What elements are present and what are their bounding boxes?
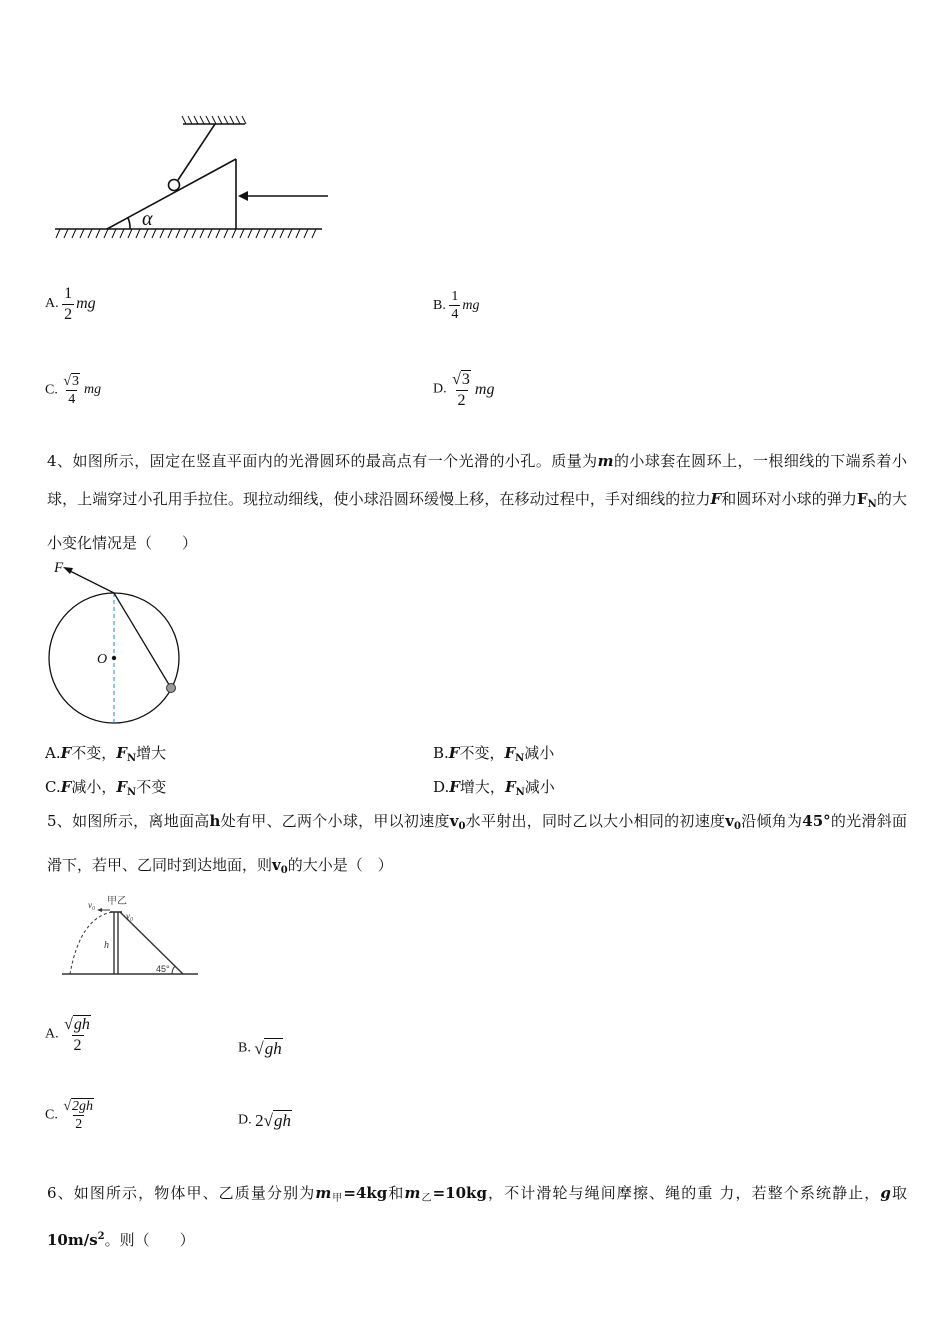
alpha-label: α bbox=[142, 208, 153, 230]
q5-option-b[interactable]: B. √gh bbox=[238, 1039, 282, 1058]
q4-option-c[interactable]: C.F减小，$F_N$不变 bbox=[45, 778, 167, 798]
q3-option-b[interactable]: B. $\frac{1}{4}$ mg bbox=[433, 289, 480, 323]
f-label: F bbox=[54, 560, 64, 576]
angle-label: 45° bbox=[156, 964, 170, 974]
q4-question: 4、如图所示，固定在竖直平面内的光滑圆环的最高点有一个光滑的小孔。质量为m的小球套在圆环上，一根细线的下端系着小球，上端穿过小孔用手拉住。现拉动细线，使小球沿圆环缓慢上移，在移动过程中，手对细线的拉力F和圆环对小球的弹力$F_N$的大小变化情况是（ ） bbox=[47, 452, 907, 552]
q4-option-d[interactable]: D.F增大，$F_N$减小 bbox=[433, 778, 555, 798]
q3-option-a[interactable]: A. $\frac{1}{2}$ mg bbox=[45, 285, 96, 323]
q4-option-a[interactable]: A.F不变，$F_N$增大 bbox=[45, 744, 167, 764]
incline-figure bbox=[50, 112, 340, 247]
q5-option-d[interactable]: D. 2√gh bbox=[238, 1111, 291, 1130]
q3-option-d[interactable]: D. $\frac{√3}{2}$ mg bbox=[433, 371, 495, 409]
q5-option-c[interactable]: C. $\frac{√2gh}{2}$ bbox=[45, 1099, 94, 1133]
q6-question: 6、如图所示，物体甲、乙质量分别为$m_甲=4kg$和$m_乙=10kg$，不计滑轮与绳间摩擦、绳的重 力，若整个系统静止，g取$10m/s^2$。则（ ） bbox=[47, 1184, 907, 1249]
q5-option-a[interactable]: A. $\frac{√gh}{2}$ bbox=[45, 1016, 90, 1054]
q5-question: 5、如图所示，离地面高h处有甲、乙两个小球，甲以初速度$v_0$水平射出，同时乙以大小相同的初速度$v_0$沿倾角为45°的光滑斜面滑下，若甲、乙同时到达地面，则$v_0$的大小是（ ） bbox=[47, 812, 907, 876]
q3-option-c[interactable]: C. $\frac{√3}{4}$ mg bbox=[45, 374, 102, 408]
projectile-figure bbox=[60, 886, 200, 986]
jia-yi-label: 甲乙 bbox=[107, 896, 127, 907]
ring-figure bbox=[44, 556, 189, 726]
h-label: h bbox=[104, 940, 109, 951]
v0-left-label: v₀ bbox=[88, 900, 96, 910]
v0-right-label: v₀ bbox=[126, 911, 134, 921]
o-label: O bbox=[97, 652, 108, 667]
q4-option-b[interactable]: B.F不变，$F_N$减小 bbox=[433, 744, 555, 764]
